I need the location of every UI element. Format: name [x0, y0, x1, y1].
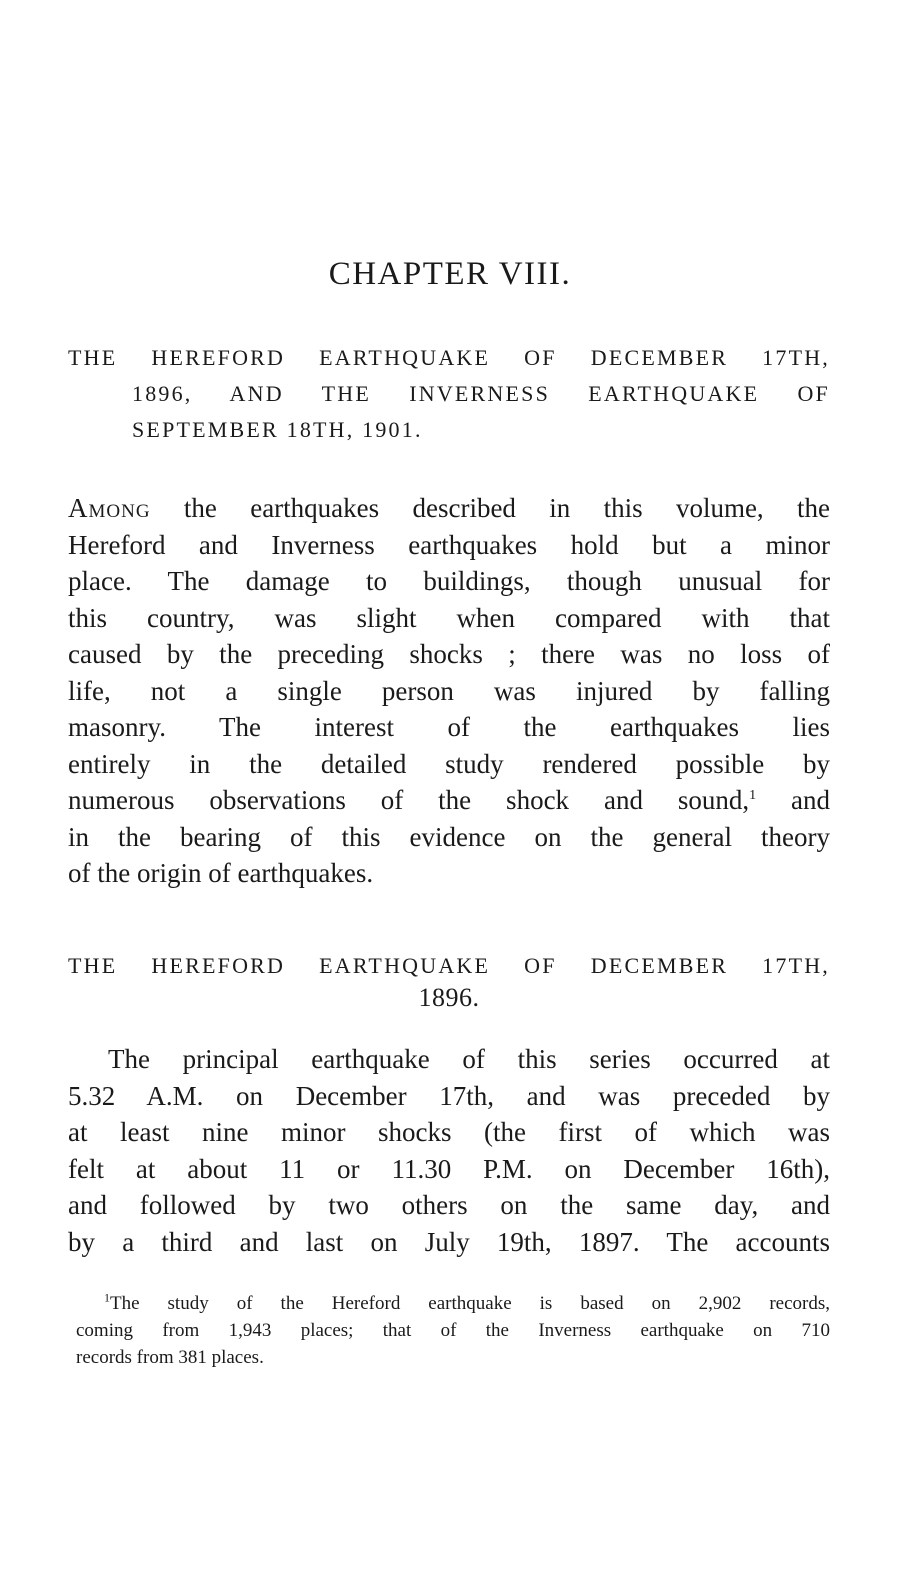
paragraph-line: this country, was slight when compared with that: [68, 602, 830, 633]
footnote-reference[interactable]: 1: [749, 788, 757, 803]
chapter-title-line: SEPTEMBER 18TH, 1901.: [132, 417, 423, 442]
paragraph-line: place. The damage to buildings, though unusual for: [68, 566, 830, 596]
paragraph-line: in the bearing of this evidence on the general theory: [68, 821, 830, 852]
footnote-line: records from 381 places.: [76, 1347, 264, 1368]
paragraph-line: of the origin of earthquakes.: [68, 858, 374, 888]
line-text: numerous observations of the shock and sound,: [68, 785, 750, 815]
chapter-title-line: THE HEREFORD EARTHQUAKE OF DECEMBER 17TH,: [68, 345, 830, 370]
paragraph-line: by a third and last on July 19th, 1897. The accounts: [68, 1226, 830, 1257]
paragraph-line: at least nine minor shocks (the first of which was: [68, 1117, 830, 1147]
paragraph-line: The principal earthquake of this series occurred at: [108, 1044, 830, 1074]
line-text: and: [756, 785, 830, 815]
footnote: [76, 1290, 830, 1371]
section-heading-line: THE HEREFORD EARTHQUAKE OF DECEMBER 17TH,: [68, 953, 830, 978]
hereford-paragraph: [68, 1041, 830, 1260]
paragraph-line: and followed by two others on the same day, and: [68, 1190, 830, 1220]
lead-word: Among: [68, 493, 151, 523]
paragraph-line: life, not a single person was injured by falling: [68, 675, 830, 706]
line-text: The study of the Hereford earthquake is based on 2,902 records,: [110, 1293, 830, 1314]
paragraph-line: 5.32 A.M. on December 17th, and was preceded by: [68, 1080, 830, 1111]
footnote-line: coming from 1,943 places; that of the Inverness earthquake on 710: [76, 1320, 830, 1341]
paragraph-line: masonry. The interest of the earthquakes lies: [68, 712, 830, 742]
paragraph-line: Hereford and Inverness earthquakes hold but a minor: [68, 529, 830, 560]
chapter-title-line: 1896, AND THE INVERNESS EARTHQUAKE OF: [132, 381, 830, 406]
paragraph-line: [68, 490, 830, 527]
section-heading-year: 1896.: [418, 983, 480, 1012]
chapter-number: CHAPTER VIII.: [328, 256, 572, 292]
intro-paragraph: [68, 490, 830, 892]
paragraph-line: felt at about 11 or 11.30 P.M. on December 16th),: [68, 1153, 830, 1184]
paragraph-line: [68, 782, 830, 819]
paragraph-line: entirely in the detailed study rendered possible by: [68, 748, 830, 779]
footnote-line: [76, 1290, 830, 1317]
section-heading: [68, 950, 830, 1014]
footnote-marker: 1: [104, 1290, 110, 1305]
paragraph-line: caused by the preceding shocks ; there was no loss of: [68, 639, 830, 669]
line-text: the earthquakes described in this volume, the: [150, 493, 830, 523]
chapter-title: [68, 340, 830, 448]
